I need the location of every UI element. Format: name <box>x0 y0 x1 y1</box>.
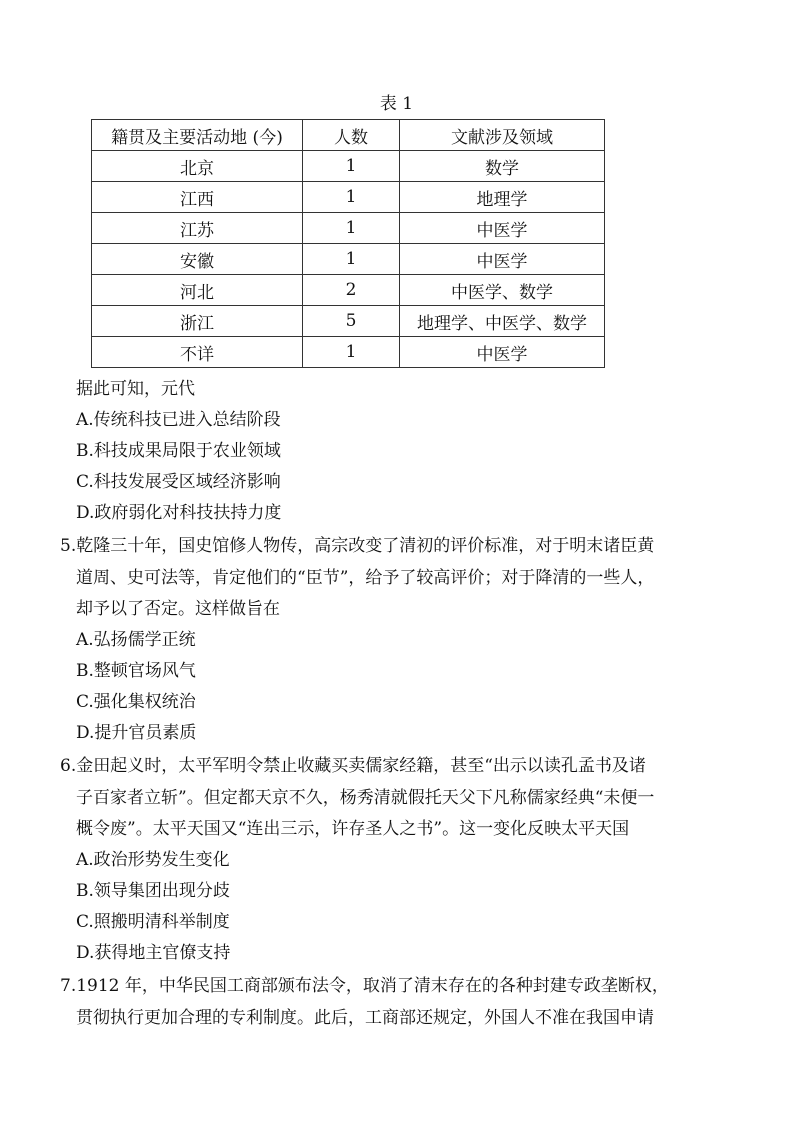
table-header-count: 人数 <box>303 120 400 151</box>
table-row <box>92 306 605 337</box>
q6-option-c: C.照搬明清科举制度 <box>76 912 230 932</box>
table-row <box>92 275 605 306</box>
q5-stem-line: 5.乾隆三十年，国史馆修人物传，高宗改变了清初的评价标准，对于明末诸臣黄 <box>60 536 655 556</box>
q5-option-d: D.提升官员素质 <box>76 723 197 743</box>
table-cell: 河北 <box>92 275 303 306</box>
table-cell: 江西 <box>92 182 303 213</box>
table-cell: 5 <box>303 306 400 337</box>
q5-option-b: B.整顿官场风气 <box>76 661 196 681</box>
table-header-origin: 籍贯及主要活动地 (今) <box>92 120 303 151</box>
q6-stem-line: 概令废”。太平天国又“连出三示，许存圣人之书”。这一变化反映太平天国 <box>76 819 630 839</box>
table-cell: 1 <box>303 151 400 182</box>
table-cell: 不详 <box>92 337 303 368</box>
q4-option-d: D.政府弱化对科技扶持力度 <box>76 503 282 523</box>
table-row <box>92 244 605 275</box>
table-cell: 中医学、数学 <box>400 275 605 306</box>
table-caption: 表 1 <box>379 94 414 114</box>
table-cell: 1 <box>303 337 400 368</box>
table-header-row <box>92 120 605 151</box>
table-row <box>92 337 605 368</box>
table-cell: 中医学 <box>400 244 605 275</box>
table-cell: 地理学、中医学、数学 <box>400 306 605 337</box>
q6-stem-line: 子百家者立斩”。但定都天京不久，杨秀清就假托天父下凡称儒家经典“未便一 <box>76 788 655 808</box>
table-cell: 1 <box>303 244 400 275</box>
table-cell: 2 <box>303 275 400 306</box>
q5-stem-line: 道周、史可法等，肯定他们的“臣节”，给予了较高评价；对于降清的一些人， <box>76 568 655 588</box>
q4-stem-end: 据此可知，元代 <box>76 379 195 399</box>
table-cell: 中医学 <box>400 213 605 244</box>
table-row <box>92 151 605 182</box>
q4-option-b: B.科技成果局限于农业领域 <box>76 441 281 461</box>
q4-option-c: C.科技发展受区域经济影响 <box>76 472 281 492</box>
table-cell: 浙江 <box>92 306 303 337</box>
q5-stem-line: 却予以了否定。这样做旨在 <box>76 599 280 619</box>
q6-option-d: D.获得地主官僚支持 <box>76 943 231 963</box>
table-cell: 江苏 <box>92 213 303 244</box>
table-cell: 1 <box>303 213 400 244</box>
q4-option-a: A.传统科技已进入总结阶段 <box>76 410 281 430</box>
table-row <box>92 213 605 244</box>
table-row <box>92 182 605 213</box>
q6-option-a: A.政治形势发生变化 <box>76 850 230 870</box>
table-cell: 安徽 <box>92 244 303 275</box>
table-cell: 北京 <box>92 151 303 182</box>
data-table <box>91 119 605 368</box>
q5-option-c: C.强化集权统治 <box>76 692 196 712</box>
table-cell: 地理学 <box>400 182 605 213</box>
table-cell: 数学 <box>400 151 605 182</box>
q6-stem-line: 6.金田起义时，太平军明令禁止收藏买卖儒家经籍，甚至“出示以读孔孟书及诸 <box>60 756 646 776</box>
table-cell: 中医学 <box>400 337 605 368</box>
q7-stem-line: 7.1912 年，中华民国工商部颁布法令，取消了清末存在的各种封建专政垄断权， <box>60 976 669 996</box>
table-cell: 1 <box>303 182 400 213</box>
q7-stem-line: 贯彻执行更加合理的专利制度。此后，工商部还规定，外国人不准在我国申请 <box>76 1008 654 1028</box>
q6-option-b: B.领导集团出现分歧 <box>76 881 230 901</box>
q5-option-a: A.弘扬儒学正统 <box>76 630 196 650</box>
table-header-field: 文献涉及领域 <box>400 120 605 151</box>
